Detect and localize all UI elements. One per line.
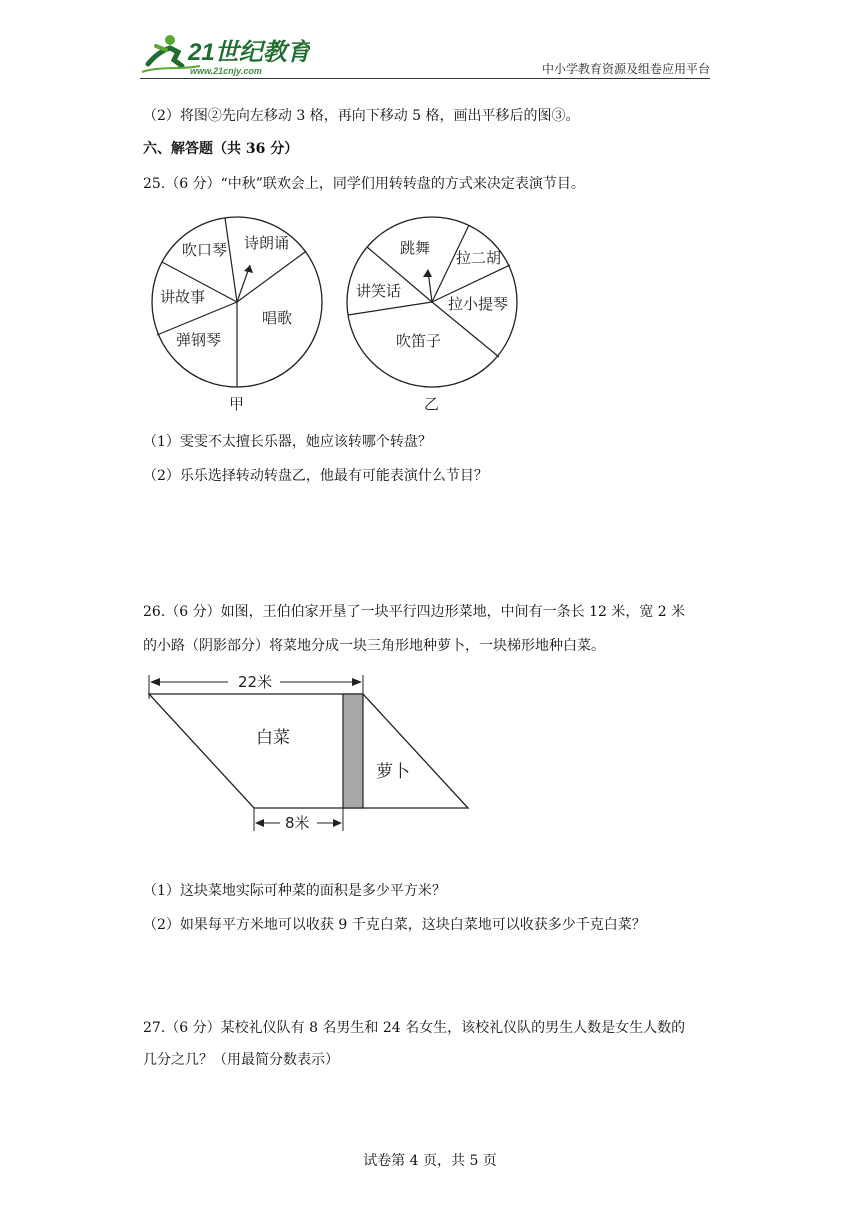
wheel-a-sector: 讲故事 (160, 288, 206, 306)
logo-title: 21世纪教育 (188, 39, 310, 66)
spinner-figure (140, 205, 540, 420)
wheel-b-label: 乙 (424, 395, 440, 413)
section-title: 六、解答题（共 36 分） (143, 141, 299, 157)
q24-part2: （2）将图②先向左移动 3 格，再向下移动 5 格，画出平移后的图③。 (143, 108, 580, 124)
dim-arrow-right-icon (333, 819, 342, 827)
q26-part1: （1）这块菜地实际可种菜的面积是多少平方米？ (143, 883, 446, 899)
q26-stem-line2: 的小路（阴影部分）将菜地分成一块三角形地种萝卜，一块梯形地种白菜。 (143, 638, 605, 654)
wheel-a-sector: 唱歌 (262, 309, 293, 327)
path-shaded-strip (343, 694, 363, 808)
header-divider (140, 78, 710, 79)
wheel-a (152, 217, 322, 413)
top-dimension-label: 22米 (238, 673, 273, 691)
wheel-a-sector: 诗朗诵 (244, 234, 290, 252)
bottom-dimension-label: 8米 (285, 814, 310, 832)
q25-stem: 25.（6 分）“中秋”联欢会上，同学们用转转盘的方式来决定表演节目。 (143, 176, 585, 192)
wheel-b-sector: 讲笑话 (356, 282, 402, 300)
wheel-b-sector: 跳舞 (400, 239, 431, 257)
q25-part1: （1）雯雯不太擅长乐器，她应该转哪个转盘？ (143, 434, 432, 450)
wheel-b (347, 217, 517, 413)
q27-stem-line2: 几分之几？（用最简分数表示） (143, 1052, 339, 1068)
wheel-b-arrow-icon (423, 269, 432, 277)
q25-part2: （2）乐乐选择转动转盘乙，他最有可能表演什么节目？ (143, 468, 488, 484)
runner-logo-icon (140, 30, 310, 78)
dim-arrow-left-icon (150, 678, 160, 686)
q26-part2: （2）如果每平方米地可以收获 9 千克白菜，这块白菜地可以收获多少千克白菜？ (143, 917, 646, 933)
page-footer: 试卷第 4 页，共 5 页 (363, 1153, 497, 1169)
field-figure (140, 665, 480, 835)
radish-region-label: 萝卜 (376, 762, 410, 782)
parallelogram-field (149, 694, 468, 808)
wheel-a-arrow-icon (244, 265, 253, 273)
q26-stem-line1: 26.（6 分）如图，王伯伯家开垦了一块平行四边形菜地，中间有一条长 12 米，宽 2 米 (143, 604, 686, 620)
wheel-b-sector: 拉二胡 (456, 249, 502, 267)
dim-arrow-left-icon (255, 819, 264, 827)
wheel-a-label: 甲 (229, 395, 245, 413)
dim-arrow-right-icon (352, 678, 362, 686)
q27-stem-line1: 27.（6 分）某校礼仪队有 8 名男生和 24 名女生，该校礼仪队的男生人数是女生人数的 (143, 1020, 686, 1036)
wheel-a-sector: 吹口琴 (182, 241, 228, 259)
logo-url: www.21cnjy.com (190, 66, 262, 76)
cabbage-region-label: 白菜 (256, 728, 290, 748)
wheel-b-sector: 吹笛子 (396, 332, 442, 350)
wheel-a-sector: 弹钢琴 (176, 331, 222, 349)
site-name: 中小学教育资源及组卷应用平台 (541, 62, 710, 76)
wheel-b-sector: 拉小提琴 (448, 295, 509, 313)
site-logo (140, 30, 310, 78)
